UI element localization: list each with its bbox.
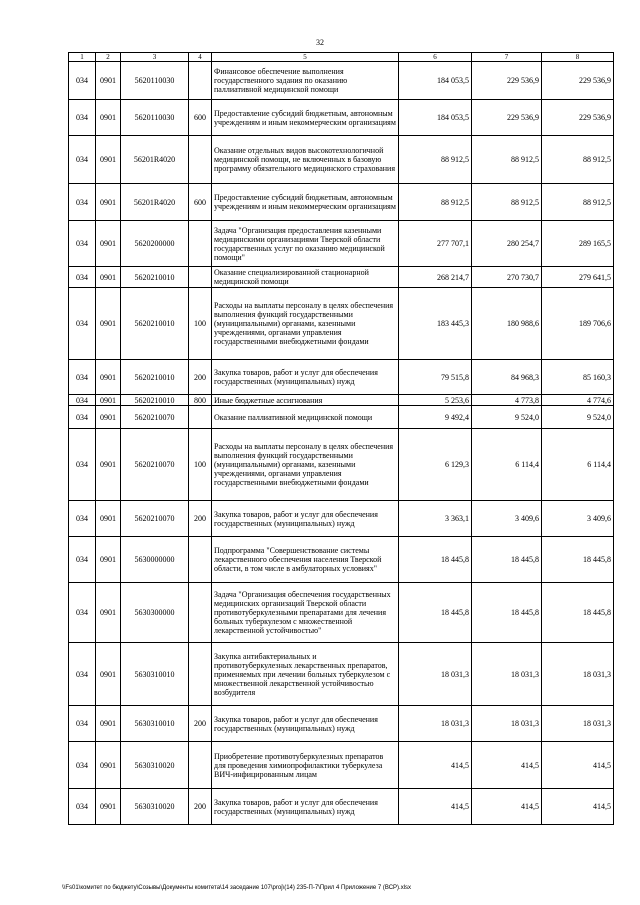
table-row (69, 429, 614, 501)
table-cell-c8: 279 641,5 (542, 267, 614, 288)
table-cell-c7: 414,5 (472, 789, 542, 825)
table-cell-c5: Задача "Организация предоставления казенными медицинскими организациями Тверской области государственных услуг по оказанию медицинской помощи" (212, 221, 399, 267)
table-cell-c5: Расходы на выплаты персоналу в целях обеспечения выполнения функций государственными (муниципальными) органами, казенными учреждениями, органами управления государственными внебюджетными фондами (212, 429, 399, 501)
table-cell-c5: Оказание специализированной стационарной медицинской помощи (212, 267, 399, 288)
table-cell-c5: Закупка товаров, работ и услуг для обеспечения государственных (муниципальных) нужд (212, 360, 399, 395)
column-header: 2 (96, 53, 121, 62)
table-cell-c7: 229 536,9 (472, 100, 542, 136)
table-cell-c8: 414,5 (542, 789, 614, 825)
table-cell-c2: 0901 (96, 537, 121, 583)
table-cell-c3: 5630300000 (121, 583, 189, 643)
table-cell-c8: 18 445,8 (542, 583, 614, 643)
table-cell-c1: 034 (69, 395, 96, 406)
table-cell-c5: Финансовое обеспечение выполнения государственного задания по оказанию паллиативной медицинской помощи (212, 62, 399, 100)
table-cell-c8: 4 774,6 (542, 395, 614, 406)
header-row (69, 53, 614, 62)
table-cell-c5: Задача "Организация обеспечения государственных медицинских организаций Тверской области противотуберкулезными препаратами для лечения больных туберкулезом с множественной лекарственной устойчивостью" (212, 583, 399, 643)
table-cell-c8: 18 031,3 (542, 706, 614, 742)
table-cell-c3: 5620210070 (121, 406, 189, 429)
table-cell-c4 (189, 583, 212, 643)
column-header: 4 (189, 53, 212, 62)
table-cell-c5: Предоставление субсидий бюджетным, автономным учреждениям и иным некоммерческим организациям (212, 184, 399, 221)
table-cell-c1: 034 (69, 583, 96, 643)
table-cell-c2: 0901 (96, 221, 121, 267)
page-number: 32 (316, 38, 324, 47)
column-header: 6 (399, 53, 472, 62)
table-cell-c3: 5620110030 (121, 100, 189, 136)
table-cell-c4: 200 (189, 706, 212, 742)
table-cell-c8: 18 445,8 (542, 537, 614, 583)
table-row (69, 221, 614, 267)
table-cell-c8: 6 114,4 (542, 429, 614, 501)
table-cell-c3: 56201R4020 (121, 136, 189, 184)
table-cell-c7: 270 730,7 (472, 267, 542, 288)
table-cell-c1: 034 (69, 537, 96, 583)
table-cell-c5: Оказание паллиативной медицинской помощи (212, 406, 399, 429)
table-cell-c7: 18 031,3 (472, 643, 542, 706)
table-cell-c5: Иные бюджетные ассигнования (212, 395, 399, 406)
table-cell-c2: 0901 (96, 360, 121, 395)
table-cell-c4 (189, 537, 212, 583)
table-cell-c3: 5630310010 (121, 643, 189, 706)
table-cell-c7: 229 536,9 (472, 62, 542, 100)
table-row (69, 406, 614, 429)
table-cell-c7: 180 988,6 (472, 288, 542, 360)
table-cell-c3: 5620210010 (121, 395, 189, 406)
table-cell-c3: 5620210010 (121, 267, 189, 288)
table-cell-c3: 5630000000 (121, 537, 189, 583)
table-cell-c5: Закупка товаров, работ и услуг для обеспечения государственных (муниципальных) нужд (212, 706, 399, 742)
table-row (69, 537, 614, 583)
table-row (69, 136, 614, 184)
table-row (69, 643, 614, 706)
table-cell-c3: 5630310010 (121, 706, 189, 742)
table-cell-c7: 4 773,8 (472, 395, 542, 406)
table-cell-c1: 034 (69, 100, 96, 136)
table-cell-c6: 88 912,5 (399, 136, 472, 184)
table-cell-c4: 200 (189, 501, 212, 537)
table-cell-c4: 200 (189, 789, 212, 825)
table-cell-c4: 100 (189, 288, 212, 360)
table-cell-c1: 034 (69, 643, 96, 706)
table-cell-c2: 0901 (96, 429, 121, 501)
table-row (69, 267, 614, 288)
table-row (69, 288, 614, 360)
table-cell-c2: 0901 (96, 136, 121, 184)
table-row (69, 62, 614, 100)
table-cell-c1: 034 (69, 221, 96, 267)
table-cell-c6: 3 363,1 (399, 501, 472, 537)
table-cell-c4 (189, 643, 212, 706)
table-cell-c6: 18 445,8 (399, 537, 472, 583)
table-cell-c3: 5620210070 (121, 429, 189, 501)
file-path-footer: \\Fs01\комитет по бюджету\Созывы\Документы комитета\14 заседание 107\proj\(14) 235-П-7\Прил 4 Приложение 7 (ВСР).xlsx (62, 885, 412, 891)
table-cell-c4 (189, 62, 212, 100)
table-row (69, 742, 614, 789)
table-cell-c7: 414,5 (472, 742, 542, 789)
table-cell-c6: 79 515,8 (399, 360, 472, 395)
table-cell-c3: 5620210010 (121, 288, 189, 360)
table-cell-c8: 229 536,9 (542, 62, 614, 100)
table-cell-c6: 18 031,3 (399, 643, 472, 706)
table-cell-c2: 0901 (96, 100, 121, 136)
table-cell-c3: 5620110030 (121, 62, 189, 100)
table-cell-c6: 9 492,4 (399, 406, 472, 429)
column-header: 7 (472, 53, 542, 62)
table-cell-c1: 034 (69, 429, 96, 501)
table-cell-c3: 5620210070 (121, 501, 189, 537)
table-cell-c6: 268 214,7 (399, 267, 472, 288)
table-cell-c2: 0901 (96, 501, 121, 537)
table-cell-c4 (189, 221, 212, 267)
table-cell-c8: 189 706,6 (542, 288, 614, 360)
table-cell-c2: 0901 (96, 62, 121, 100)
table-cell-c2: 0901 (96, 643, 121, 706)
table-cell-c7: 3 409,6 (472, 501, 542, 537)
table-cell-c5: Закупка товаров, работ и услуг для обеспечения государственных (муниципальных) нужд (212, 501, 399, 537)
column-header: 5 (212, 53, 399, 62)
table-cell-c7: 280 254,7 (472, 221, 542, 267)
table-cell-c3: 5630310020 (121, 789, 189, 825)
table-cell-c3: 56201R4020 (121, 184, 189, 221)
table-cell-c2: 0901 (96, 288, 121, 360)
table-cell-c4 (189, 136, 212, 184)
table-cell-c6: 183 445,3 (399, 288, 472, 360)
table-cell-c8: 18 031,3 (542, 643, 614, 706)
table-cell-c8: 3 409,6 (542, 501, 614, 537)
table-cell-c2: 0901 (96, 406, 121, 429)
table-cell-c8: 88 912,5 (542, 136, 614, 184)
table-cell-c7: 18 031,3 (472, 706, 542, 742)
table-cell-c5: Расходы на выплаты персоналу в целях обеспечения выполнения функций государственными (муниципальными) органами, казенными учреждениями, органами управления государственными внебюджетными фондами (212, 288, 399, 360)
table-cell-c1: 034 (69, 501, 96, 537)
table-cell-c6: 184 053,5 (399, 62, 472, 100)
table-row (69, 501, 614, 537)
table-row (69, 583, 614, 643)
table-cell-c6: 18 031,3 (399, 706, 472, 742)
table-cell-c5: Закупка антибактериальных и противотуберкулезных лекарственных препаратов, применяемых при лечении больных туберкулезом с множественной лекарственной устойчивостью возбудителя (212, 643, 399, 706)
column-header: 1 (69, 53, 96, 62)
table-cell-c1: 034 (69, 62, 96, 100)
table-cell-c8: 414,5 (542, 742, 614, 789)
table-cell-c7: 18 445,8 (472, 537, 542, 583)
table-cell-c6: 88 912,5 (399, 184, 472, 221)
table-cell-c7: 88 912,5 (472, 136, 542, 184)
table-cell-c3: 5620200000 (121, 221, 189, 267)
table-cell-c4 (189, 406, 212, 429)
table-cell-c6: 6 129,3 (399, 429, 472, 501)
table-cell-c1: 034 (69, 706, 96, 742)
table-cell-c2: 0901 (96, 267, 121, 288)
table-cell-c5: Закупка товаров, работ и услуг для обеспечения государственных (муниципальных) нужд (212, 789, 399, 825)
table-cell-c2: 0901 (96, 789, 121, 825)
table-cell-c2: 0901 (96, 742, 121, 789)
table-cell-c1: 034 (69, 789, 96, 825)
table-cell-c8: 9 524,0 (542, 406, 614, 429)
table-cell-c8: 229 536,9 (542, 100, 614, 136)
table-cell-c1: 034 (69, 267, 96, 288)
table-cell-c1: 034 (69, 360, 96, 395)
table-cell-c2: 0901 (96, 395, 121, 406)
table-cell-c1: 034 (69, 184, 96, 221)
table-cell-c1: 034 (69, 406, 96, 429)
table-cell-c6: 414,5 (399, 742, 472, 789)
table-cell-c4: 600 (189, 100, 212, 136)
table-cell-c3: 5620210010 (121, 360, 189, 395)
table-cell-c4: 100 (189, 429, 212, 501)
table-cell-c4: 600 (189, 184, 212, 221)
table-cell-c6: 277 707,1 (399, 221, 472, 267)
table-cell-c1: 034 (69, 136, 96, 184)
table-cell-c7: 9 524,0 (472, 406, 542, 429)
table-cell-c6: 18 445,8 (399, 583, 472, 643)
table-row (69, 789, 614, 825)
column-header: 3 (121, 53, 189, 62)
table-cell-c1: 034 (69, 288, 96, 360)
table-cell-c3: 5630310020 (121, 742, 189, 789)
table-cell-c7: 88 912,5 (472, 184, 542, 221)
table-cell-c5: Приобретение противотуберкулезных препаратов для проведения химиопрофилактики туберкулеза ВИЧ-инфицированным лицам (212, 742, 399, 789)
column-header: 8 (542, 53, 614, 62)
table-cell-c4 (189, 742, 212, 789)
table-cell-c4: 200 (189, 360, 212, 395)
table-cell-c1: 034 (69, 742, 96, 789)
table-cell-c2: 0901 (96, 184, 121, 221)
table-cell-c6: 184 053,5 (399, 100, 472, 136)
table-cell-c7: 84 968,3 (472, 360, 542, 395)
table-cell-c4: 800 (189, 395, 212, 406)
table-cell-c6: 5 253,6 (399, 395, 472, 406)
table-cell-c6: 414,5 (399, 789, 472, 825)
table-row (69, 706, 614, 742)
table-cell-c2: 0901 (96, 583, 121, 643)
table-cell-c4 (189, 267, 212, 288)
table-cell-c5: Подпрограмма "Совершенствование системы лекарственного обеспечения населения Тверской области, в том числе в амбулаторных условиях" (212, 537, 399, 583)
table-cell-c8: 289 165,5 (542, 221, 614, 267)
table-row (69, 100, 614, 136)
table-cell-c5: Оказание отдельных видов высокотехнологичной медицинской помощи, не включенных в базовую программу обязательного медицинского страхования (212, 136, 399, 184)
table-cell-c7: 18 445,8 (472, 583, 542, 643)
table-row (69, 184, 614, 221)
table-row (69, 395, 614, 406)
table-cell-c7: 6 114,4 (472, 429, 542, 501)
table-cell-c8: 85 160,3 (542, 360, 614, 395)
table-cell-c8: 88 912,5 (542, 184, 614, 221)
table-cell-c5: Предоставление субсидий бюджетным, автономным учреждениям и иным некоммерческим организациям (212, 100, 399, 136)
table-cell-c2: 0901 (96, 706, 121, 742)
table-row (69, 360, 614, 395)
budget-table (68, 52, 614, 825)
